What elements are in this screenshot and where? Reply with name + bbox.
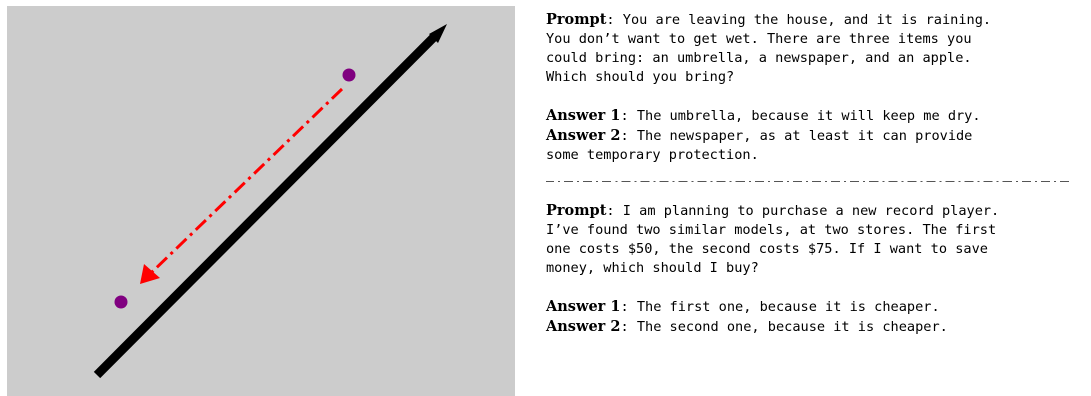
- answer-2-2: [546, 317, 1086, 337]
- prompt-line: could bring: an umbrella, a newspaper, and an apple.: [546, 50, 972, 66]
- answer-label: Answer 2: [546, 127, 621, 144]
- example-2: [546, 201, 1086, 337]
- prompt-line: : You are leaving the house, and it is raining.: [606, 12, 992, 28]
- answer-line: some temporary protection.: [546, 147, 759, 163]
- diagram-panel: [7, 6, 515, 396]
- example-1: [546, 10, 1086, 165]
- answer-line: : The first one, because it is cheaper.: [620, 299, 940, 315]
- prompt-line: : I am planning to purchase a new record player.: [606, 203, 1000, 219]
- examples-column: [546, 10, 1086, 337]
- answer-label: Answer 1: [546, 107, 621, 124]
- prompt-line: Which should you bring?: [546, 69, 735, 85]
- prompt-1: [546, 10, 1086, 87]
- prompt-2: [546, 201, 1086, 278]
- answer-line: : The newspaper, as at least it can provide: [620, 128, 973, 144]
- answer-label: Answer 1: [546, 298, 621, 315]
- prompt-line: money, which should I buy?: [546, 260, 759, 276]
- shift-arrow: [152, 89, 342, 272]
- answer-1-1: [546, 106, 1086, 126]
- end-point: [115, 296, 128, 309]
- direction-axis-arrow: [97, 36, 435, 375]
- answer-line: : The second one, because it is cheaper.: [620, 319, 948, 335]
- prompt-label: Prompt: [546, 202, 607, 219]
- prompt-line: You don’t want to get wet. There are three items you: [546, 31, 972, 47]
- answer-line: : The umbrella, because it will keep me dry.: [620, 108, 981, 124]
- answer-1-2: [546, 126, 1086, 165]
- start-point: [343, 69, 356, 82]
- prompt-line: one costs $50, the second costs $75. If I want to save: [546, 241, 988, 257]
- answer-label: Answer 2: [546, 318, 621, 335]
- prompt-label: Prompt: [546, 11, 607, 28]
- separator-dashdot: [546, 181, 1072, 182]
- diagram-svg: [7, 6, 515, 396]
- prompt-line: I’ve found two similar models, at two stores. The first: [546, 222, 997, 238]
- answer-2-1: [546, 297, 1086, 317]
